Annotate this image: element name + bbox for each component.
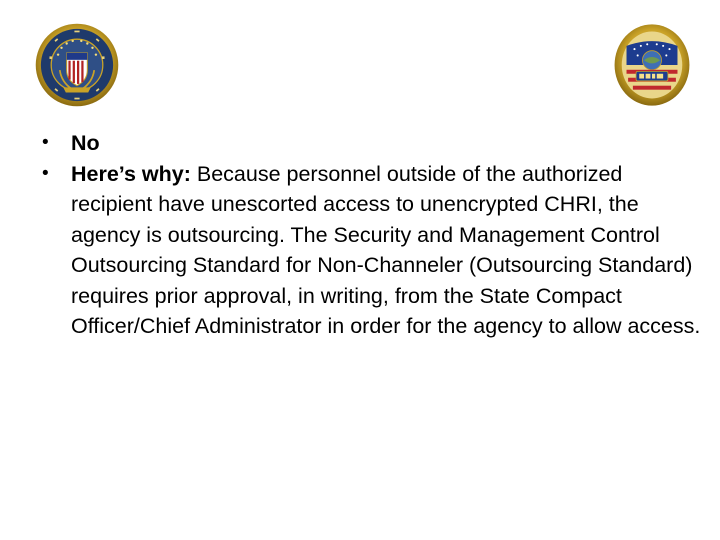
bullet-item-answer — [42, 128, 702, 159]
cjis-seal-icon — [612, 22, 692, 108]
bullet-text — [71, 159, 702, 342]
bullet-item-explanation — [42, 159, 702, 342]
bullet-icon: • — [42, 162, 49, 184]
bullet-strong: Here’s why: — [71, 161, 191, 186]
bullet-list — [42, 128, 702, 342]
bullet-strong: No — [71, 131, 100, 155]
fbi-seal-icon — [34, 22, 120, 108]
bullet-icon: • — [42, 132, 49, 153]
bullet-body: Because personnel outside of the authorized recipient have unescorted access to unencrypted CHRI, the agency is outsourcing. The Security and Management Control Outsourcing Standard for Non-Channeler (Outsourcing Standard) requires prior approval, in writing, from the State Compact Officer/Chief Administrator in order for the agency to allow access. — [71, 161, 701, 338]
bullet-text — [71, 128, 702, 159]
